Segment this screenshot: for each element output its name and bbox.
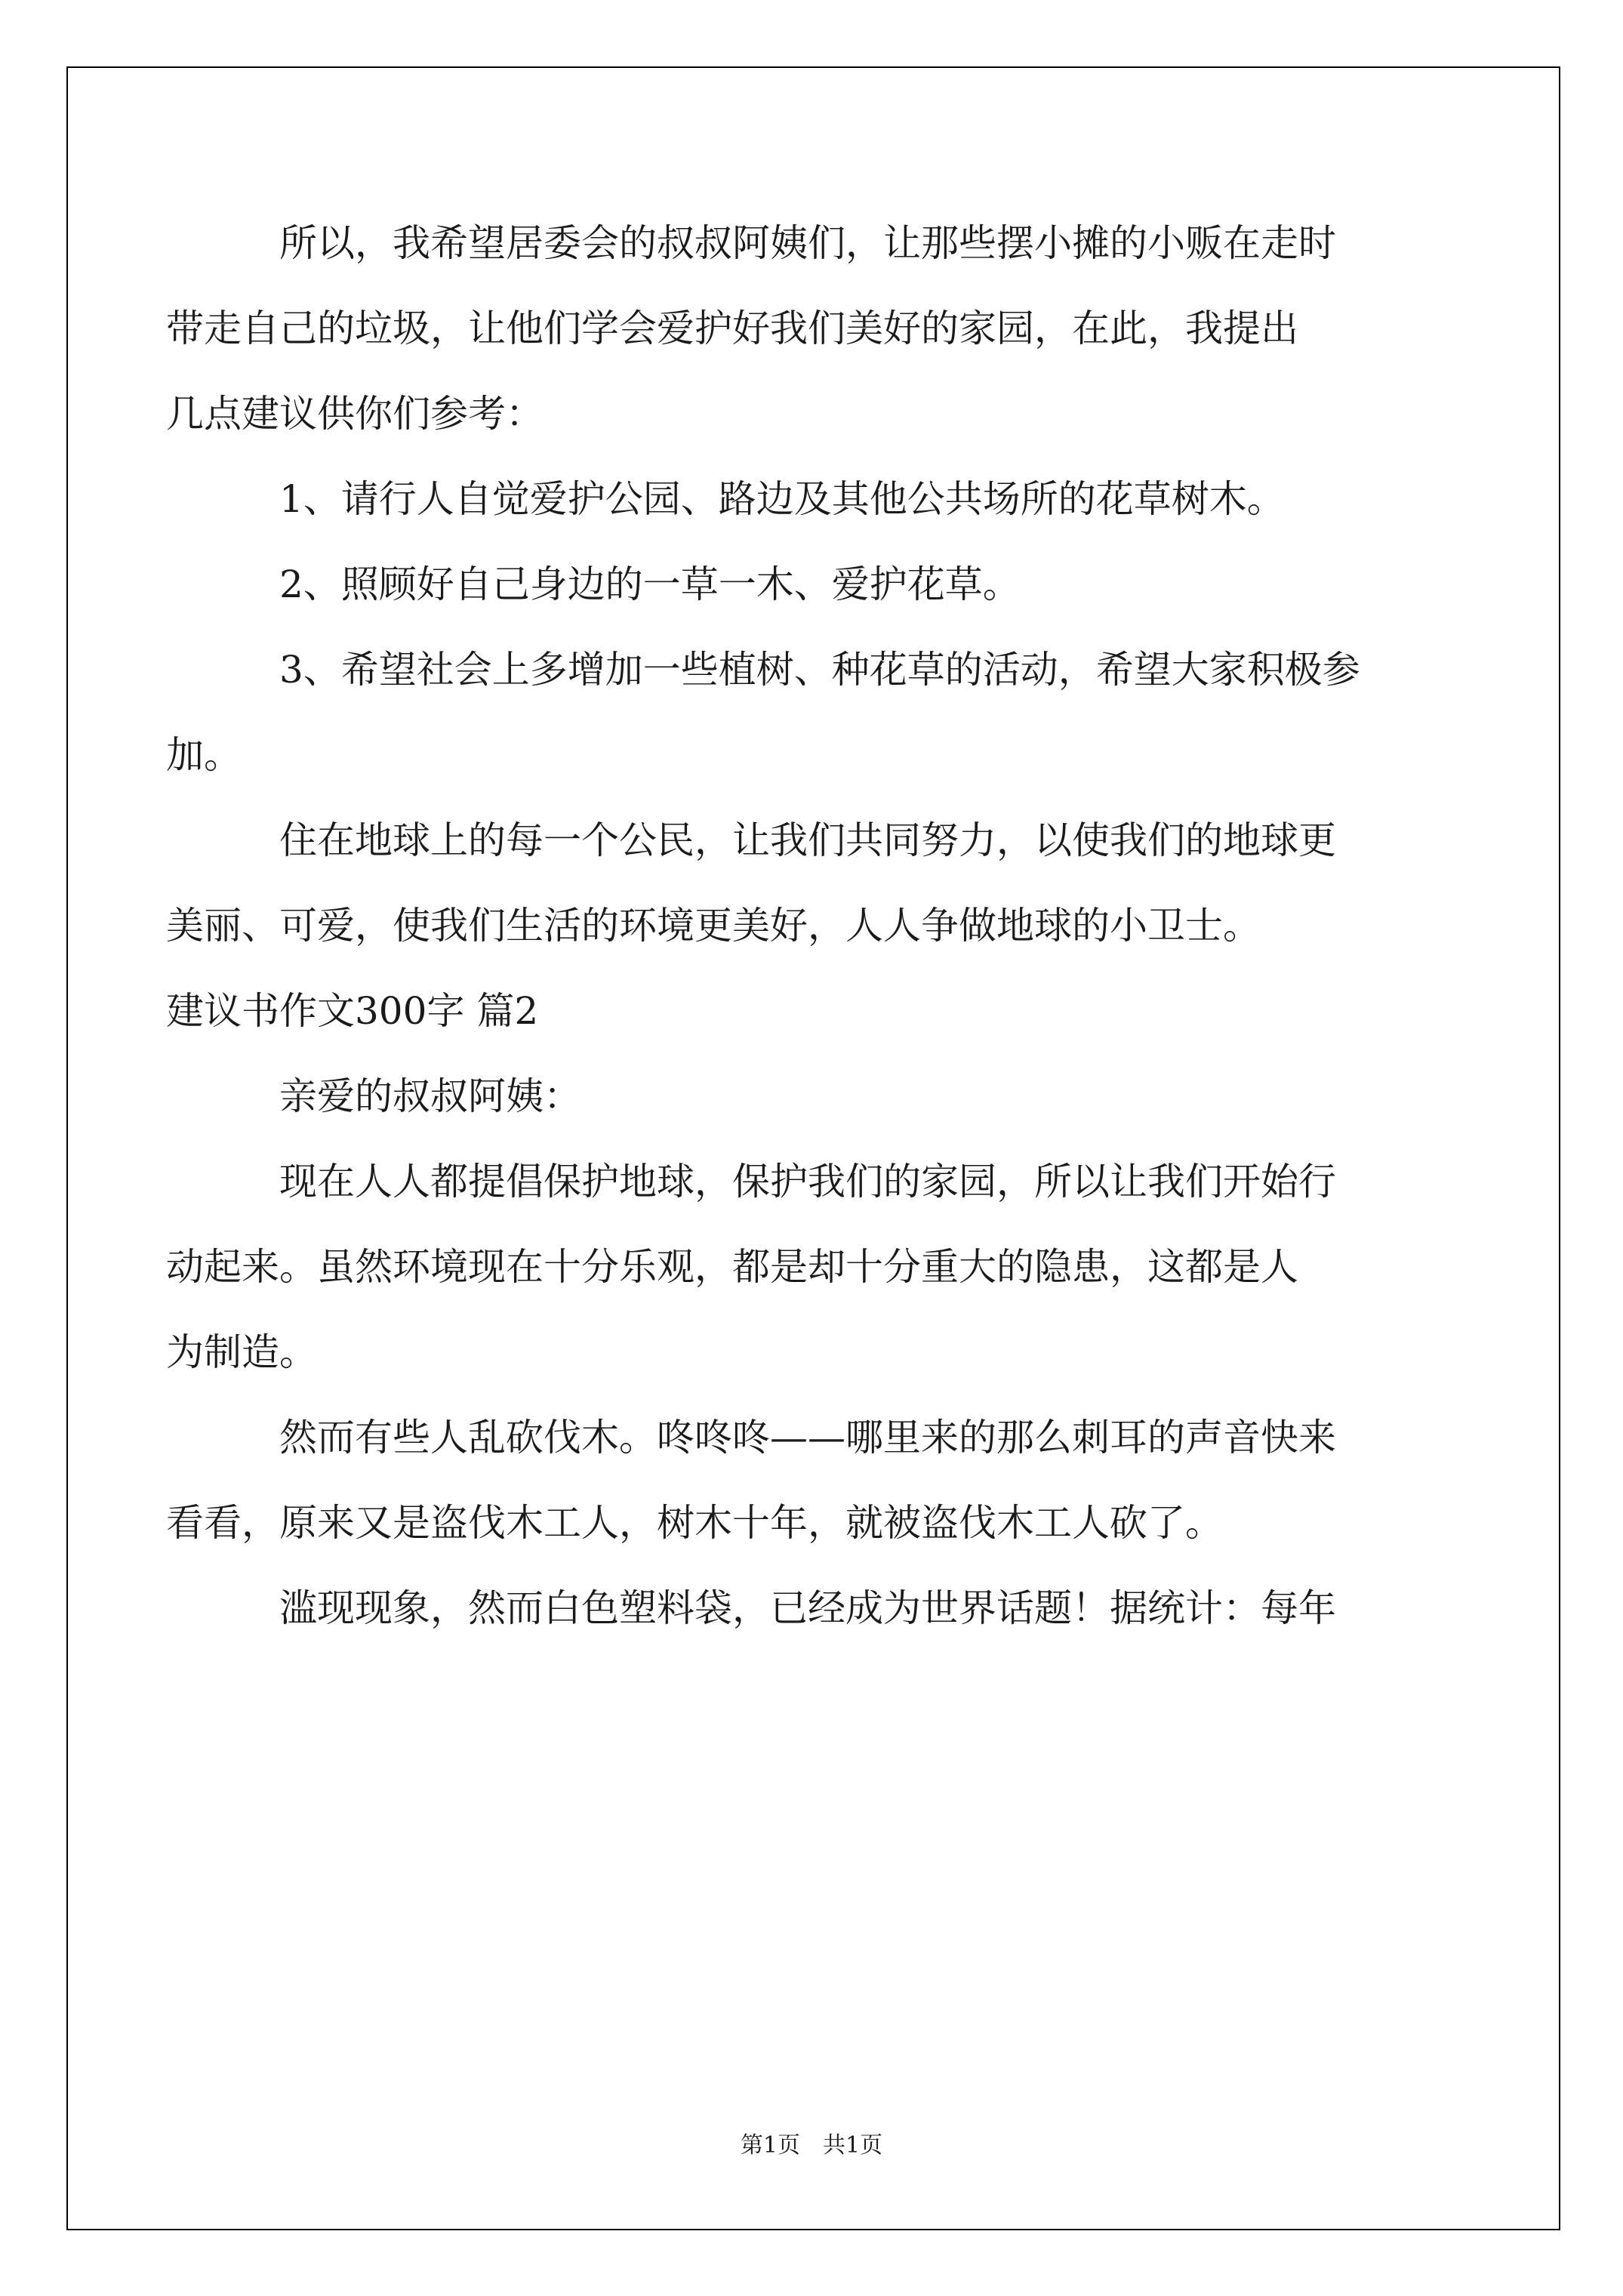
section-heading: 建议书作文300字 篇2 — [166, 989, 539, 1033]
page-footer: 第1页 共1页 — [740, 2132, 883, 2159]
paragraph-line: 然而有些人乱砍伐木。咚咚咚——哪里来的那么刺耳的声音快来 — [279, 1416, 1336, 1459]
salutation: 亲爱的叔叔阿姨： — [279, 1074, 581, 1118]
paragraph-line: 几点建议供你们参考： — [166, 392, 544, 436]
paragraph-line: 住在地球上的每一个公民，让我们共同努力，以使我们的地球更 — [279, 818, 1336, 862]
paragraph-line: 现在人人都提倡保护地球，保护我们的家园，所以让我们开始行 — [279, 1160, 1336, 1203]
list-item: 1、请行人自觉爱护公园、路边及其他公共场所的花草树木。 — [279, 477, 1285, 521]
paragraph-line: 动起来。虽然环境现在十分乐观，都是却十分重大的隐患，这都是人 — [166, 1245, 1298, 1289]
paragraph-line: 为制造。 — [166, 1330, 317, 1374]
list-item: 2、照顾好自己身边的一草一木、爱护花草。 — [279, 562, 1021, 606]
paragraph-line: 带走自己的垃圾，让他们学会爱护好我们美好的家园，在此，我提出 — [166, 307, 1298, 350]
paragraph-line: 美丽、可爱，使我们生活的环境更美好，人人争做地球的小卫士。 — [166, 904, 1261, 948]
list-item: 3、希望社会上多增加一些植树、种花草的活动，希望大家积极参 — [279, 648, 1360, 692]
paragraph-line: 滥现现象，然而白色塑料袋，已经成为世界话题！据统计：每年 — [279, 1586, 1336, 1630]
paragraph-line: 看看，原来又是盗伐木工人，树木十年，就被盗伐木工人砍了。 — [166, 1501, 1223, 1545]
list-item-continuation: 加。 — [166, 733, 242, 777]
paragraph-line: 所以，我希望居委会的叔叔阿姨们，让那些摆小摊的小贩在走时 — [279, 221, 1336, 265]
